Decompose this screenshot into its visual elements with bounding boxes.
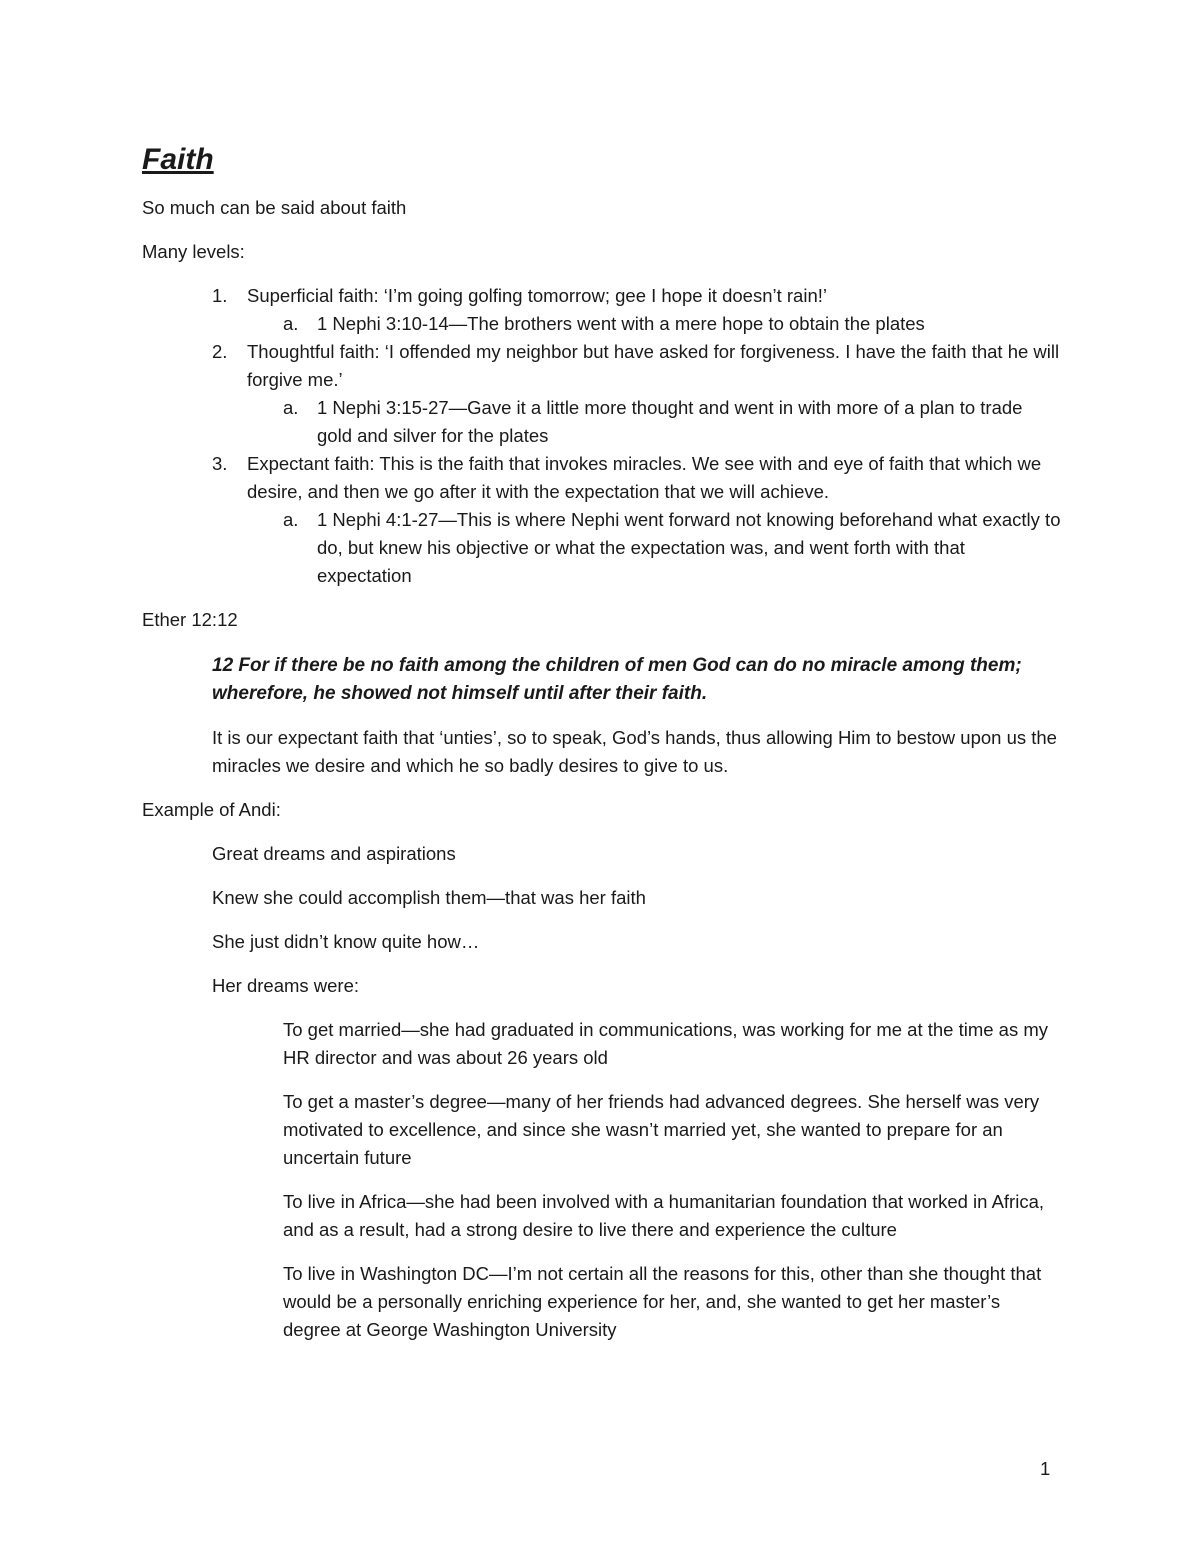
sub-list <box>247 506 1062 590</box>
document-title: Faith <box>142 143 214 176</box>
list-item-text: Superficial faith: ‘I’m going golfing tomorrow; gee I hope it doesn’t rain!’ <box>247 285 827 306</box>
scripture-quote: 12 For if there be no faith among the children of men God can do no miracle among them; wherefore, he showed not himself until after their faith. <box>212 655 1022 704</box>
sub-list <box>247 310 1062 338</box>
list-number: 3. <box>212 453 228 474</box>
list-number: 2. <box>212 341 228 362</box>
sub-list-item-text: 1 Nephi 4:1-27—This is where Nephi went forward not knowing beforehand what exactly to do, but knew his objective or what the expectation was, and went forth with that expectation <box>317 509 1061 586</box>
document-body <box>142 140 1062 1360</box>
example-point: Her dreams were: <box>212 975 360 996</box>
sub-list-letter: a. <box>283 397 299 418</box>
scripture-reference: Ether 12:12 <box>142 609 238 630</box>
faith-levels-list <box>142 282 1062 590</box>
intro-line: So much can be said about faith <box>142 197 407 218</box>
page-number: 1 <box>1040 1458 1051 1479</box>
sub-list-item-text: 1 Nephi 3:15-27—Gave it a little more thought and went in with more of a plan to trade gold and silver for the plates <box>317 397 1023 446</box>
sub-list-letter: a. <box>283 313 299 334</box>
sub-list-letter: a. <box>283 509 299 530</box>
dream-paragraph: To get married—she had graduated in communications, was working for me at the time as my HR director and was about 26 years old <box>283 1019 1049 1068</box>
example-point: She just didn’t know quite how… <box>212 931 480 952</box>
list-item <box>142 282 1062 338</box>
sub-list-item <box>247 506 1062 590</box>
list-number: 1. <box>212 285 228 306</box>
list-item-text: Thoughtful faith: ‘I offended my neighbor but have asked for forgiveness. I have the faith that he will forgive me.’ <box>247 341 1060 390</box>
sub-list <box>247 394 1062 450</box>
dream-paragraph: To get a master’s degree—many of her friends had advanced degrees. She herself was very motivated to excellence, and since she wasn’t married yet, she wanted to prepare for an uncertain future <box>283 1091 1040 1168</box>
dream-paragraph: To live in Washington DC—I’m not certain all the reasons for this, other than she thought that would be a personally enriching experience for her, and, she wanted to get her master’s degree at George Washington University <box>283 1263 1042 1340</box>
commentary-paragraph: It is our expectant faith that ‘unties’, so to speak, God’s hands, thus allowing Him to bestow upon us the miracles we desire and which he so badly desires to give to us. <box>212 727 1057 776</box>
sub-list-item-text: 1 Nephi 3:10-14—The brothers went with a mere hope to obtain the plates <box>317 313 925 334</box>
sub-list-item <box>247 394 1062 450</box>
levels-label: Many levels: <box>142 241 245 262</box>
dream-paragraph: To live in Africa—she had been involved with a humanitarian foundation that worked in Africa, and as a result, had a strong desire to live there and experience the culture <box>283 1191 1045 1240</box>
example-label: Example of Andi: <box>142 799 281 820</box>
list-item <box>142 338 1062 450</box>
example-point: Great dreams and aspirations <box>212 843 456 864</box>
list-item-text: Expectant faith: This is the faith that invokes miracles. We see with and eye of faith that which we desire, and then we go after it with the expectation that we will achieve. <box>247 453 1042 502</box>
list-item <box>142 450 1062 590</box>
example-point: Knew she could accomplish them—that was her faith <box>212 887 646 908</box>
sub-list-item <box>247 310 1062 338</box>
